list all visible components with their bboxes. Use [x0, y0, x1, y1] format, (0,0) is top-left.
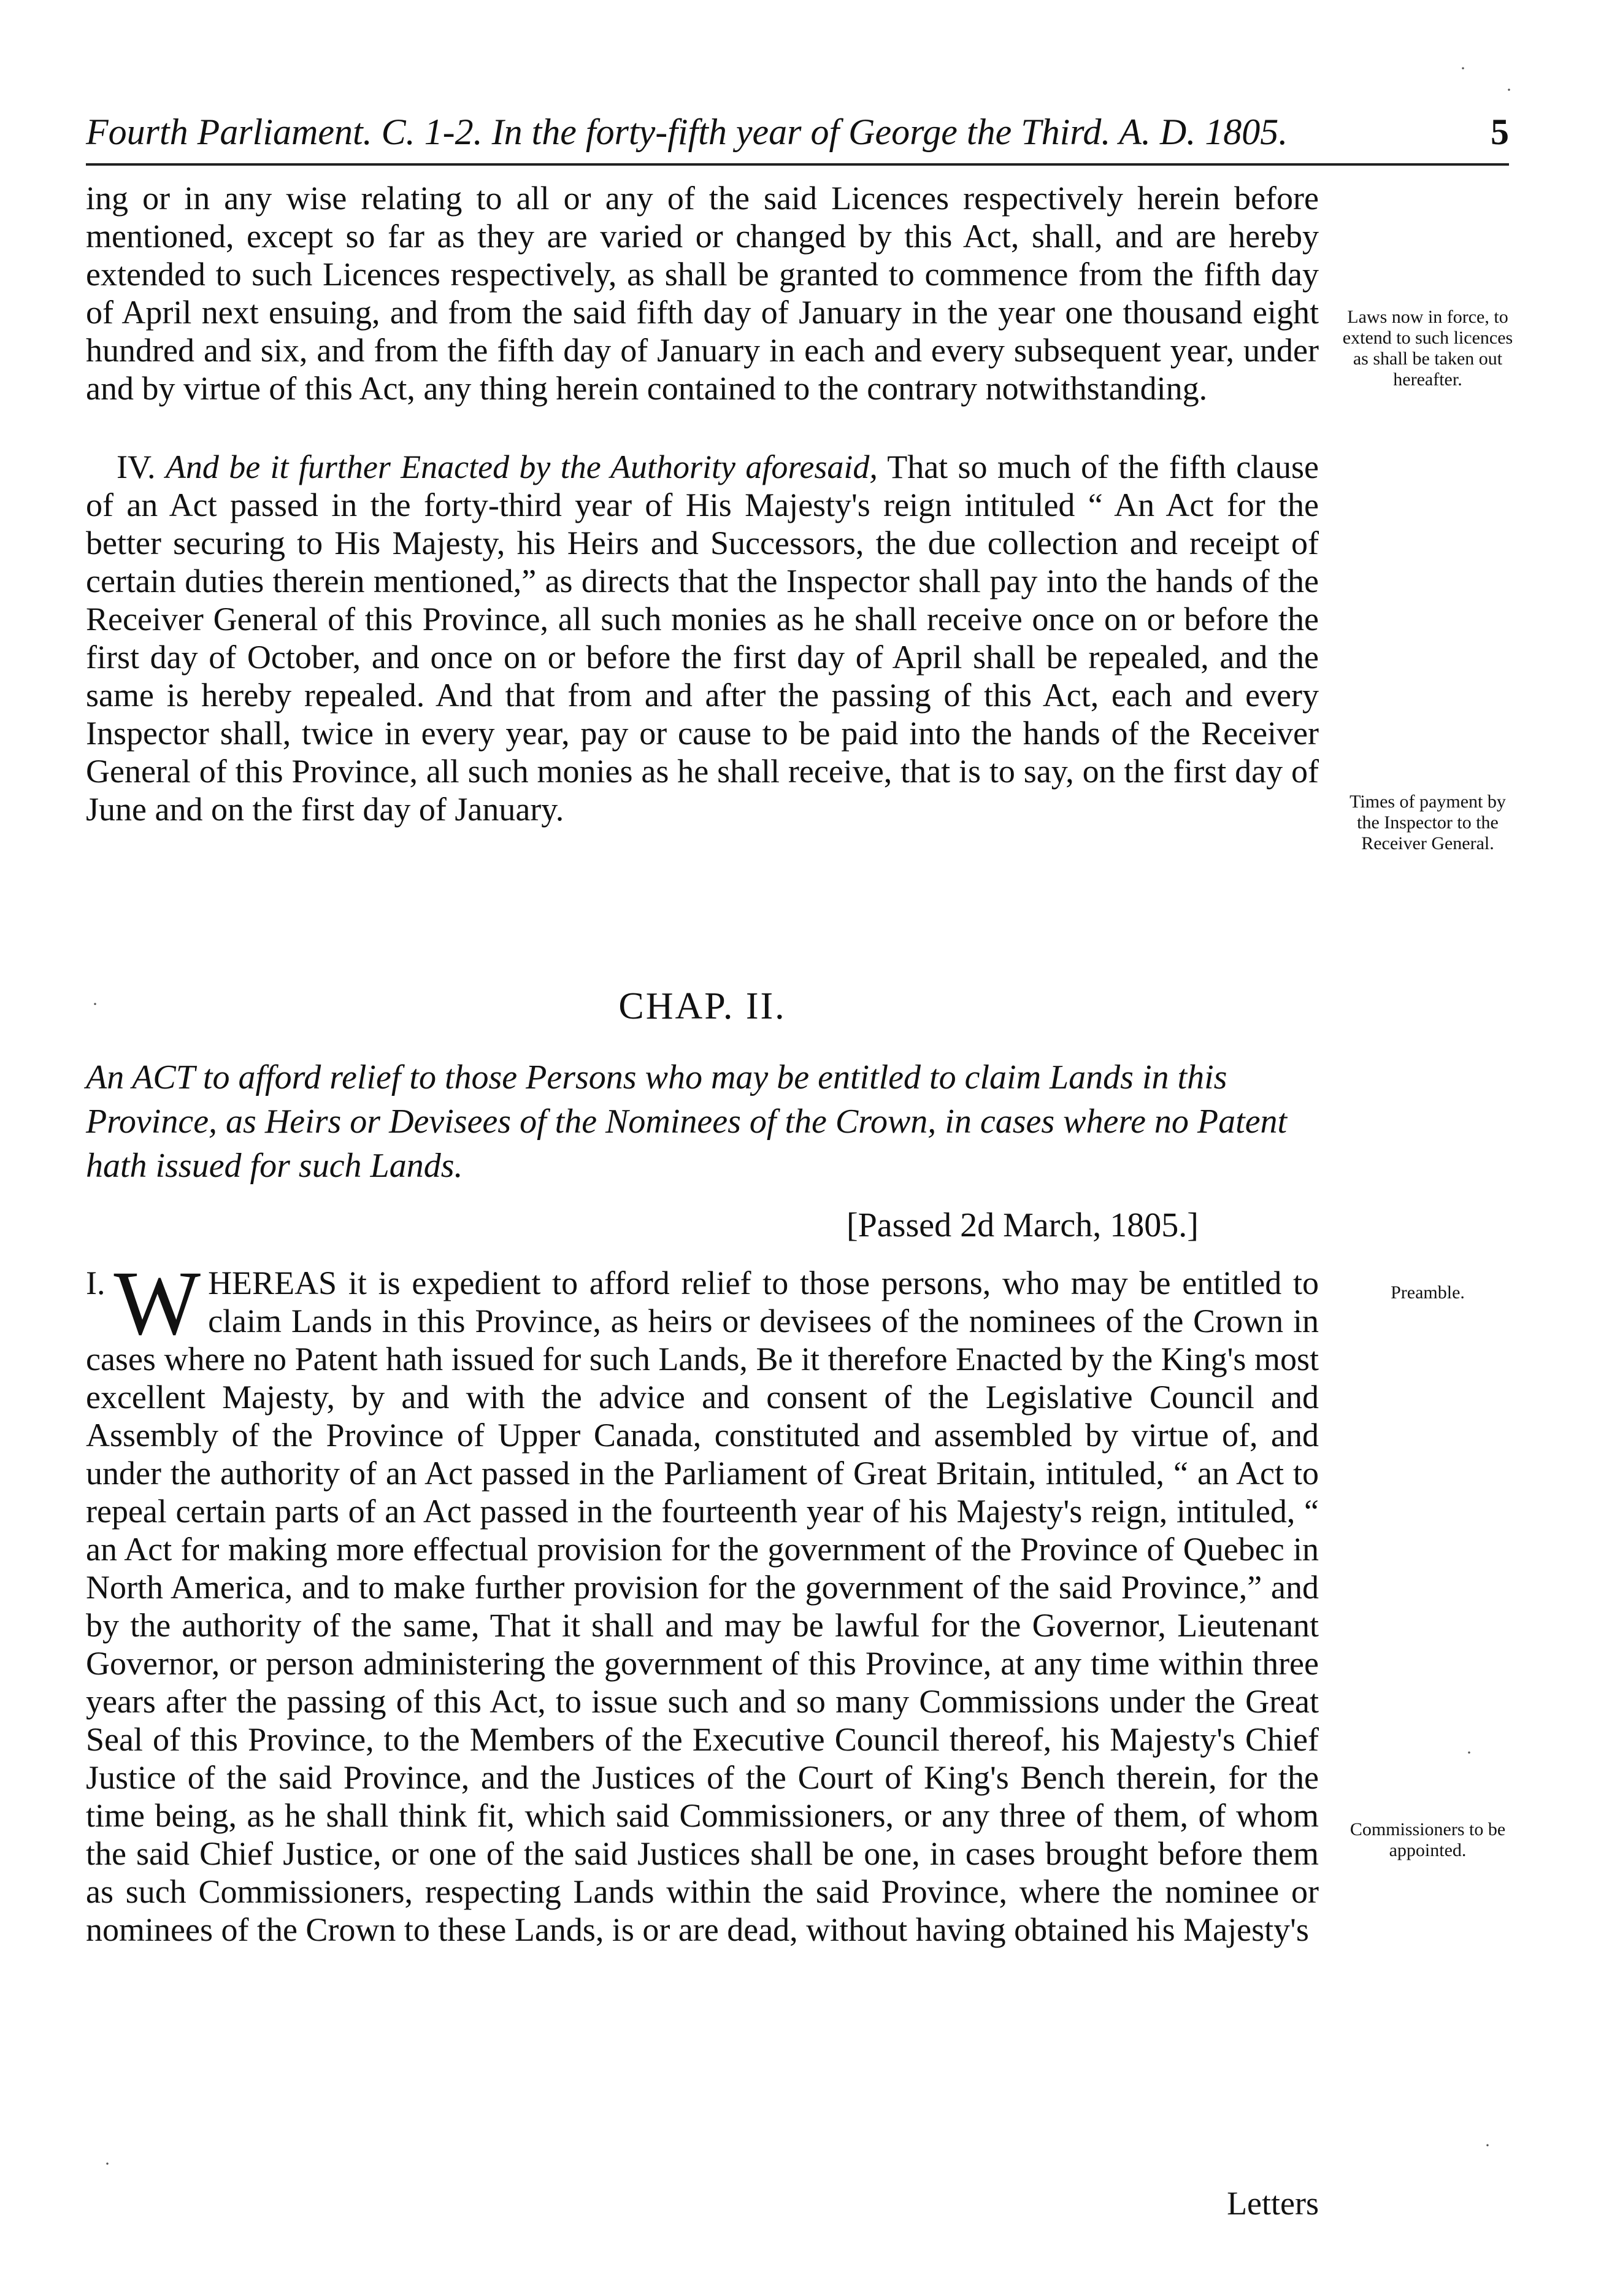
page-number: 5 [1491, 112, 1509, 152]
margin-note-preamble: Preamble. [1391, 1282, 1465, 1303]
running-title: Fourth Parliament. C. 1-2. In the forty-fifth year of George the Third. A. D. 1805. [86, 112, 1288, 152]
section-continued-text: ing or in any wise relating to all or any of the said Licences respectively herein before mentioned, except so far as they are varied or changed by this Act, shall, and are hereby extended to such Licences respectively, as shall be granted to commence from the fifth day of April next ensuing, and from the said fifth day of January in the year one thousand eight hundred and six, and from the fifth day of January in each and every subsequent year, under and by virtue of this Act, any thing herein contained to the contrary notwithstanding. [86, 180, 1319, 407]
section-i-paragraph [86, 1252, 1319, 1949]
section-i-number: I. [86, 1265, 106, 1301]
margin-note-commissioners: Commissioners to be appointed. [1350, 1819, 1506, 1860]
passed-date: [Passed 2d March, 1805.] [847, 1206, 1199, 1244]
section-continued [86, 179, 1319, 407]
ink-speck: · [1460, 58, 1466, 79]
header-rule [86, 163, 1509, 166]
section-iv-text: That so much of the fifth clause of an Act passed in the forty-third year of His Majesty's reign intituled “ An Act for the better securing to His Majesty, his Heirs and Successors, the due collection and receipt of certain duties therein mentioned,” as directs that the Inspector shall pay into the hands of the Receiver General of this Province, all such monies as he shall receive once on or before the first day of October, and once on or before the first day of April shall be repealed, and the same is hereby repealed. And that from and after the passing of this Act, each and every Inspector shall, twice in every year, pay or cause to be paid into the hands of the Receiver General of this Province, all such monies as he shall receive, that is to say, on the first day of June and on the first day of January. [86, 449, 1319, 828]
ink-speck: · [104, 2154, 110, 2174]
catchword-block [86, 2184, 1319, 2222]
running-header [86, 104, 1509, 160]
section-iv [86, 448, 1319, 828]
enacting-clause: And be it further Enacted by the Authority aforesaid, [165, 449, 878, 485]
ink-speck: · [1466, 1743, 1472, 1763]
margin-note-payment: Times of payment by the Inspector to the Receiver General. [1350, 792, 1506, 853]
section-iv-paragraph [86, 448, 1319, 828]
chapter-title: An ACT to afford relief to those Persons who may be entitled to claim Lands in this Province, as Heirs or Devisees of the Nominees of the Crown, in cases where no Patent hath issued for such Lands. [86, 1058, 1288, 1185]
chapter-heading: CHAP. II. [618, 985, 786, 1027]
drop-cap: W [113, 1252, 201, 1354]
catchword: Letters [1227, 2185, 1319, 2222]
ink-speck: · [1484, 2135, 1491, 2155]
ink-speck: · [92, 994, 98, 1014]
section-i [86, 1252, 1319, 1949]
section-iv-number: IV. [117, 449, 156, 485]
ink-speck: · [1506, 80, 1512, 100]
section-i-text: HEREAS it is expedient to afford relief to those persons, who may be entitled to claim Lands in this Province, as heirs or devisees of the nominees of the Crown in cases where no Patent hath issued for such Lands, Be it therefore Enacted by the King's most excellent Majesty, by and with the advice and consent of the Legislative Council and Assembly of the Province of Upper Canada, constituted and assembled by virtue of, and under the authority of an Act passed in the Parliament of Great Britain, intituled, “ an Act to repeal certain parts of an Act passed in the fourteenth year of his Majesty's reign, intituled, “ an Act for making more effectual provision for the government of the Province of Quebec in North America, and to make further provision for the government of the said Province,” and by the authority of the same, That it shall and may be lawful for the Governor, Lieutenant Governor, or person administering the government of this Province, at any time within three years after the passing of this Act, to issue such and so many Commissions under the Great Seal of this Province, to the Members of the Executive Council thereof, his Majesty's Chief Justice of the said Province, and the Justices of the Court of King's Bench therein, for the time being, as he shall think fit, which said Commissioners, or any three of them, of whom the said Chief Justice, or one of the said Justices shall be one, in cases brought before them as such Commissioners, respecting Lands within the said Province, where the nominee or nominees of the Crown to these Lands, is or are dead, without having obtained his Majesty's [86, 1265, 1319, 1948]
margin-note-laws: Laws now in force, to extend to such licences as shall be taken out hereafter. [1342, 307, 1513, 390]
